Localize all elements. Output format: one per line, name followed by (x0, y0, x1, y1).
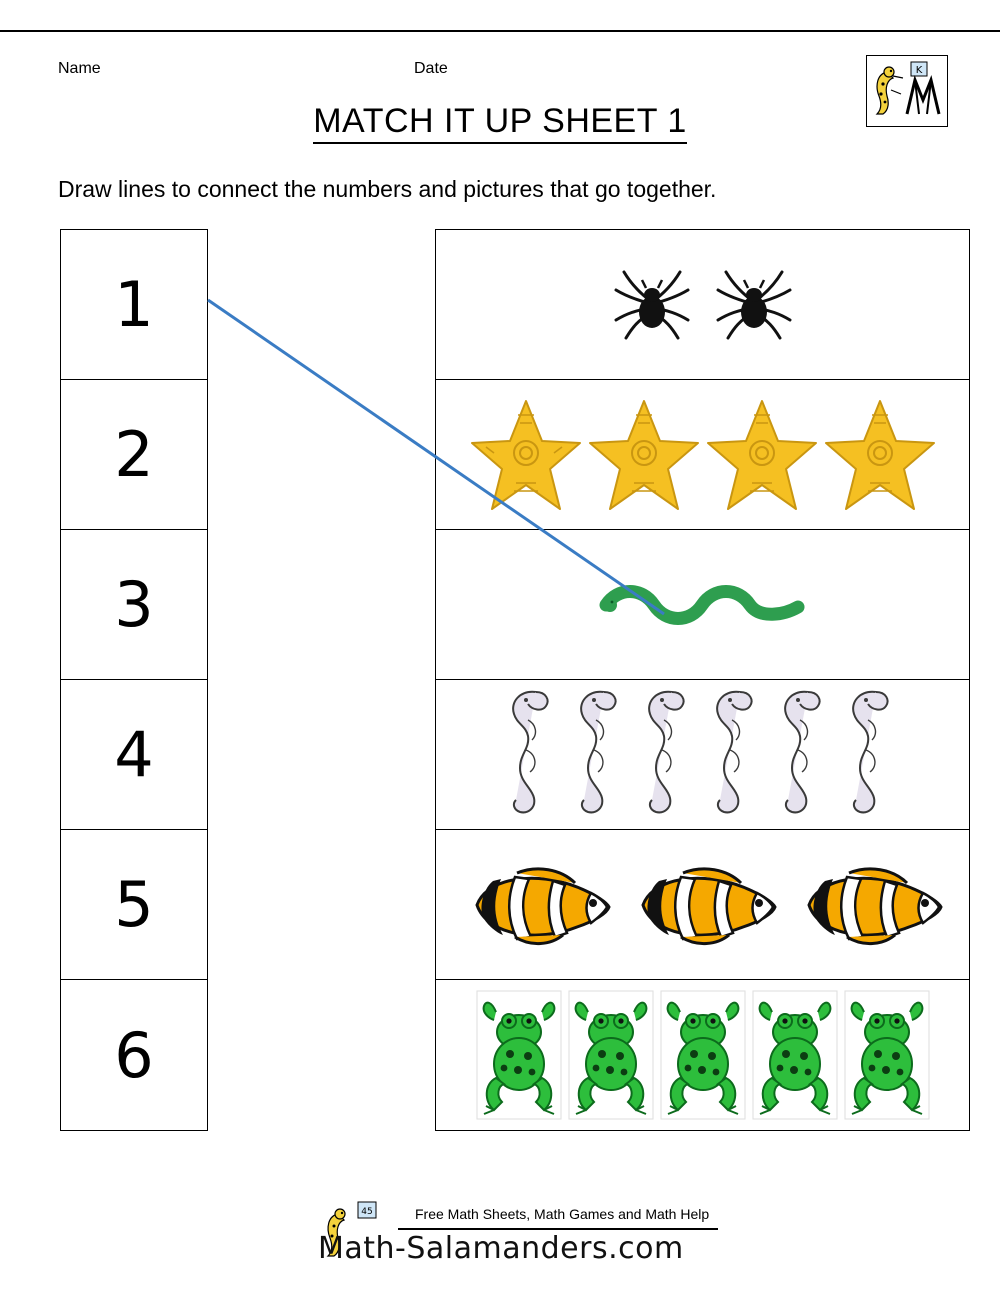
number-cell[interactable] (61, 230, 207, 380)
svg-text:K: K (915, 65, 923, 76)
seahorse-icon (842, 680, 904, 830)
spider-icon (706, 262, 802, 348)
number-value: 1 (114, 268, 154, 341)
snake-icon (598, 575, 808, 635)
frog-icon (752, 990, 838, 1120)
number-value: 4 (114, 718, 154, 791)
clownfish-icon (789, 859, 949, 951)
svg-text:45: 45 (361, 1207, 373, 1217)
seahorse-icon (638, 680, 700, 830)
picture-cell-snake[interactable] (436, 530, 969, 680)
number-value: 5 (114, 868, 154, 941)
starfish-icon (470, 395, 582, 515)
frog-icon (844, 990, 930, 1120)
page-title (0, 102, 1000, 141)
number-cell[interactable] (61, 680, 207, 830)
top-divider (0, 30, 1000, 32)
frog-icon (568, 990, 654, 1120)
footer-divider (398, 1228, 718, 1230)
date-label: Date (414, 60, 448, 77)
picture-cell-clownfish[interactable] (436, 830, 969, 980)
picture-cell-starfish[interactable] (436, 380, 969, 530)
seahorse-icon (706, 680, 768, 830)
frog-icon (660, 990, 746, 1120)
pictures-column (435, 229, 970, 1131)
picture-cell-seahorses[interactable] (436, 680, 969, 830)
clownfish-icon (457, 859, 617, 951)
clownfish-icon (623, 859, 783, 951)
starfish-icon (824, 395, 936, 515)
footer-tagline: Free Math Sheets, Math Games and Math Help (415, 1206, 710, 1222)
frog-icon (476, 990, 562, 1120)
seahorse-icon (570, 680, 632, 830)
number-cell[interactable] (61, 980, 207, 1130)
number-value: 3 (114, 568, 154, 641)
page-title-text: MATCH IT UP SHEET 1 (313, 102, 687, 144)
starfish-icon (706, 395, 818, 515)
number-value: 2 (114, 418, 154, 491)
picture-cell-frogs[interactable] (436, 980, 969, 1130)
numbers-column (60, 229, 208, 1131)
seahorse-icon (502, 680, 564, 830)
spider-icon (604, 262, 700, 348)
number-value: 6 (114, 1018, 154, 1092)
seahorse-icon (774, 680, 836, 830)
number-cell[interactable] (61, 380, 207, 530)
name-label: Name (58, 60, 101, 77)
starfish-icon (588, 395, 700, 515)
number-cell[interactable] (61, 530, 207, 680)
footer-brand[interactable]: Math-Salamanders.com (318, 1231, 684, 1266)
instructions-text: Draw lines to connect the numbers and pictures that go together. (58, 176, 717, 202)
number-cell[interactable] (61, 830, 207, 980)
picture-cell-spiders[interactable] (436, 230, 969, 380)
